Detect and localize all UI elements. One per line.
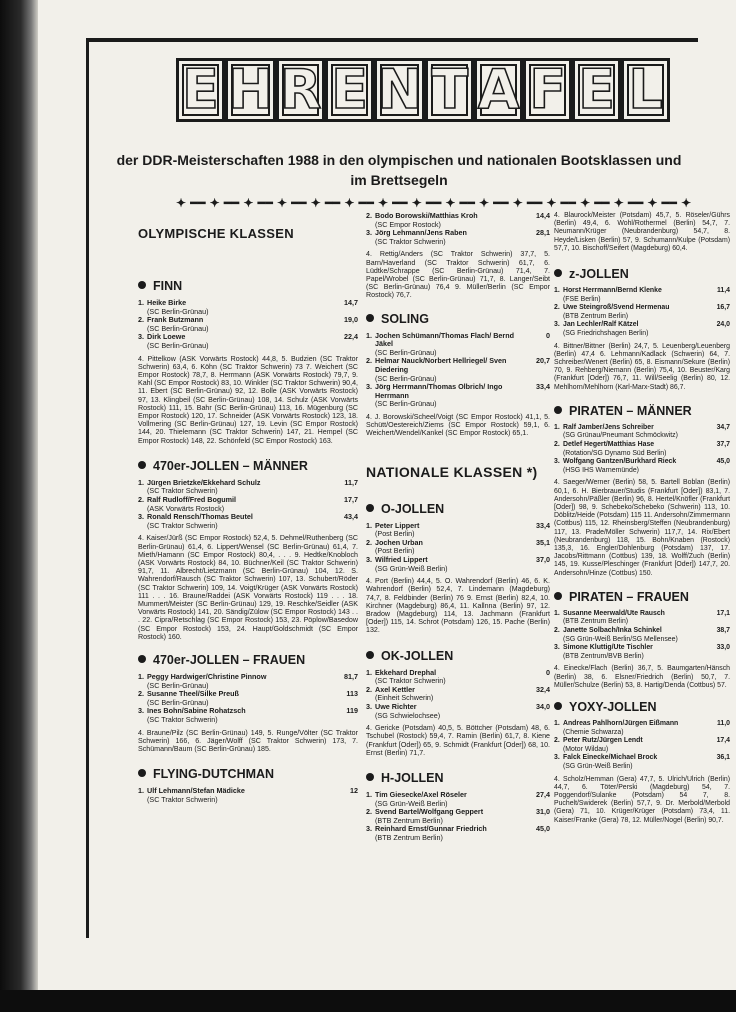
- club-name: (SC Traktor Schwerin): [147, 520, 218, 530]
- club-name: (BTB Zentrum Berlin): [375, 832, 443, 842]
- place-number: 1.: [554, 719, 560, 727]
- sailor-name: Andreas Pahlhorn/Jürgen Eißmann: [563, 719, 679, 727]
- place-number: 1.: [138, 786, 144, 796]
- section-yoxy-jollen: [554, 700, 730, 714]
- list-item: [138, 316, 358, 333]
- club-name: (SG Friedrichshagen Berlin): [563, 329, 649, 337]
- bullet-icon: [554, 406, 562, 414]
- club-name: (SG Grün-Weiß Berlin/SG Mellensee): [563, 635, 678, 643]
- club-name: (SC Empor Rostock): [375, 219, 441, 229]
- sailor-name: Ralf Jamber/Jens Schreiber: [563, 423, 654, 431]
- club-name: (SC Traktor Schwerin): [375, 676, 446, 686]
- place-number: 2.: [138, 689, 144, 699]
- masthead-letter: A: [474, 58, 523, 122]
- masthead-letter: L: [621, 58, 670, 122]
- masthead-ehrentafel: [176, 58, 670, 122]
- list-item: [554, 644, 730, 661]
- place-number: 3.: [138, 706, 144, 716]
- sailor-name: Jochen Urban: [375, 537, 423, 547]
- sailor-name: Susanne Theel/Silke Preuß: [147, 689, 239, 699]
- bullet-icon: [554, 592, 562, 600]
- section-title: 470er-JOLLEN – MÄNNER: [153, 458, 308, 473]
- section-title: PIRATEN – FRAUEN: [569, 589, 689, 604]
- place-number: 1.: [554, 609, 560, 617]
- place-number: 3.: [138, 332, 144, 342]
- masthead-letter: N: [374, 58, 425, 122]
- heading-olympic: OLYMPISCHE KLASSEN: [138, 226, 294, 241]
- column-right: [554, 212, 730, 825]
- sailor-name: Frank Butzmann: [147, 315, 204, 325]
- bullet-icon: [138, 769, 146, 777]
- column-olympic: [138, 212, 358, 804]
- club-name: (BTB Zentrum/BVB Berlin): [563, 652, 644, 660]
- ornament-divider: ✦ ━━ ✦ ━━ ✦ ━━ ✦ ━━ ✦ ━━ ✦ ━━ ✦ ━━ ✦ ━━ ✦ ━━ ✦ ━━ ✦ ━━ ✦ ━━ ✦ ━━ ✦ ━━ ✦ ━━ ✦: [176, 197, 692, 209]
- club-name: (ASK Vorwärts Rostock): [147, 503, 225, 513]
- club-name: (FSE Berlin): [563, 295, 601, 303]
- section-title: PIRATEN – MÄNNER: [569, 403, 692, 418]
- club-name: (HSG IHS Warnemünde): [563, 466, 639, 474]
- bullet-icon: [138, 461, 146, 469]
- bullet-icon: [138, 655, 146, 663]
- club-name: (BTB Zentrum Berlin): [563, 312, 629, 320]
- score: 34,7: [716, 423, 730, 431]
- list-item: [366, 791, 550, 808]
- place-number: 1.: [138, 298, 144, 307]
- score: 11,4: [716, 287, 730, 295]
- section-title: 470er-JOLLEN – FRAUEN: [153, 653, 306, 667]
- score: 33,0: [716, 644, 730, 652]
- sailor-name: Simone Kluttig/Ute Tischler: [563, 644, 653, 652]
- sailor-name: Svend Bartel/Wolfgang Geppert: [375, 807, 484, 817]
- place-number: 2.: [366, 537, 372, 547]
- list-item: [138, 787, 358, 804]
- club-name: (Einheit Schwerin): [375, 693, 434, 703]
- club-name: (SC Berlin-Grünau): [147, 323, 209, 333]
- place-number: 2.: [138, 315, 144, 325]
- sailor-name: Wilfried Lippert: [375, 554, 428, 564]
- sailor-name: Ines Bohn/Sabine Rohatzsch: [147, 706, 246, 716]
- list-item: [138, 707, 358, 724]
- place-number: 3.: [366, 824, 372, 834]
- section-470-women: [138, 653, 358, 667]
- bullet-icon: [554, 269, 562, 277]
- book-spine: [0, 0, 38, 1012]
- bullet-icon: [366, 651, 374, 659]
- results-text: 4. Port (Berlin) 44,4, 5. O. Wahrendorf (Berlin) 46, 6. K. Wahrendorf (Berlin) 52,4, 7. Lindemann (Magdeburg) 74,7, 8. Feldbinder (Berlin) 76 9. Ernst (Berlin) 82,4, 10. Kirchner (Magdeburg) 86,4, 11. Kallnna (Berlin) 97, 12. Bradow (Magdeburg) 114, 13. Jachmann (Frankfurt [Oder]) 115, 14. Schrot (Potsdam) 126, 15. Pache (Berlin) 132.: [366, 577, 550, 635]
- results-text: 4. Scholz/Hemman (Gera) 47,7, 5. Ulrich/Ulrich (Berlin) 44,7, 6. Töter/Perski (Magdeburg) 54, 7. Poggendorf/Sulanke (Potsdam) 54 7, 8. Puchelt/Swiderek (Berlin) 57,7, 9. Dr. Merbold/Merbold (Gera) 71, 10. Krüger/Krüger (Potsdam) 73,4, 11. Kaiser/Franke (Gera) 78, 12. Müller/Nogel (Berlin) 90,7.: [554, 775, 730, 824]
- column-middle: [366, 212, 550, 842]
- score: 14,4: [536, 211, 550, 220]
- score: 28,1: [536, 228, 550, 238]
- left-rule: [86, 38, 89, 938]
- score: 45,0: [536, 824, 550, 834]
- list-item: [138, 690, 358, 707]
- place-number: 1.: [366, 330, 372, 340]
- list-item: [554, 424, 730, 441]
- list-item: [366, 825, 550, 842]
- place-number: 3.: [366, 554, 372, 564]
- club-name: (SG Grünau/Pneumant Schmöckwitz): [563, 432, 678, 440]
- place-number: 3.: [554, 458, 560, 466]
- results-text: 4. Saeger/Werner (Berlin) 58, 5. Bartell Boblan (Berlin) 60,1, 6. H. Bierbrauer/Studis (Frankfurt [Oder]) 83,1, 7. Andersohn/Päßler (Berlin) 96, 8. Hertel/Knöfler (Frankfurt [Oder]) 98, 9. Schebeko/Schebeko (Schwerin) 113, 10. Döblitz/Heide (Potsdam) 115 11. Andersohn/Zimmermann (Cottbus) 115, 12. Rheinsberg/Steffen (Neubrandenburg) 117, 13. Prade/Möller Schwerin) 117,7, 14. Rix/Ebert (Neubrandenburg) 118, 15. Bohn/Knaben (Rostock) 135,3, 16. Engler/Dohlenburg (Potsdam) 137, 17. Jacobs/Rittmann (Cottbus) 139, 18. Wolff/Zuch (Berlin) 145, 19. Kusse/Pleschinger (Frankfurt [Oder]) 147,7, 20. Andersohn/Hinze (Cottbus) 150.: [554, 479, 730, 577]
- list-item: [554, 458, 730, 475]
- list-item: [554, 321, 730, 338]
- score: 38,7: [716, 626, 730, 634]
- score: 43,4: [344, 512, 358, 522]
- masthead-letter: E: [325, 58, 374, 122]
- place-number: 2.: [554, 626, 560, 634]
- club-name: (SC Traktor Schwerin): [147, 714, 218, 724]
- bullet-icon: [366, 504, 374, 512]
- club-name: (SC Berlin-Grünau): [147, 680, 209, 690]
- list-item: [138, 496, 358, 513]
- section-title: H-JOLLEN: [381, 770, 444, 785]
- club-name: (BTB Zentrum Berlin): [375, 815, 443, 825]
- results-text: 4. Blaurock/Meister (Potsdam) 45,7, 5. Röseler/Gührs (Berlin) 49,4, 6. Wohl/Rothermel (Berlin) 54,7, 7. Neumann/Krüger (Neubrandenburg) 54,7, 8. Heyde/Lisken (Berlin) 57, 9. Schumann/Kulpe (Potsdam) 57,7, 10. Bischoff/Seifert (Magdeburg) 60,4.: [554, 212, 730, 252]
- section-flying-dutchman: [138, 767, 358, 781]
- sailor-name: Wolfgang Gantzen/Burkhard Rieck: [563, 458, 677, 466]
- sailor-name: Jan Lechler/Ralf Kätzel: [563, 321, 639, 329]
- results-text: 4. Kaiser/Jürß (SC Empor Rostock) 52,4, 5. Dehmel/Ruthenberg (SC Berlin-Grünau) 61,4, 6. Lippert/Wensel (SC Berlin-Grünau) 61,4, 7. Mieth/Hamann (SC Empor Rostock) 80,4, . . . 9. Hedtke/Knobloch (ASK Vorwärts Rostock) 84, 10. Büchner/Keil (SC Traktor Schwerin) 91,7, 11. Albrecht/Lietzmann (SC Berlin-Grünau) 104, 12. S. Wahrendorf/Rausch (SC Traktor Schwerin) 107, 13. Schubert/Röder (SC Traktor Schwerin) 109, 14. Voigt/Krüger (ASK Vorwärts Rostock) 111 . . . 16. Braune/Raddei (ASK Vorwärts Rostock) 119 . . . 18. Mummert/Meister (SC Berlin-Grünau) 129, 19. Reschke/Seidler (ASK Vorwärts Rostock) 141, 20. Sändig/Zülow (SC Empor Rostock) 143 . . . 22. Cipra/Retschlag (SC Empor Rostock) 153, 23. Pöplow/Basedow (SC Empor Rostock) 153, 24. Haupt/Goldschmidt (SC Empor Rostock) 160.: [138, 534, 358, 641]
- masthead-letter: H: [225, 58, 276, 122]
- score: 36,1: [716, 754, 730, 762]
- results-text: 4. Braune/Pilz (SC Berlin-Grünau) 149, 5. Runge/Völter (SC Traktor Schwerin) 166, 6. Jäger/Wolff (SC Traktor Schwerin) 173, 7. Schümann/Baum (SC Berlin-Grünau) 185.: [138, 728, 358, 753]
- list-item: [554, 441, 730, 458]
- sailor-name: Ronald Rensch/Thomas Beutel: [147, 512, 253, 522]
- sailor-name: Jörg Lehmann/Jens Raben: [375, 228, 467, 238]
- place-number: 2.: [366, 211, 372, 220]
- score: 17,7: [344, 494, 358, 504]
- list-item: [554, 754, 730, 771]
- place-number: 3.: [138, 512, 144, 522]
- club-name: (Post Berlin): [375, 546, 415, 556]
- place-number: 1.: [366, 667, 372, 677]
- list-item: [366, 669, 550, 686]
- score: 34,0: [536, 701, 550, 711]
- list-item: [366, 383, 550, 409]
- section-title: FINN: [153, 279, 183, 293]
- section-o-jollen: [366, 502, 550, 516]
- magazine-page: [38, 0, 736, 990]
- place-number: 1.: [138, 477, 144, 487]
- sailor-name: Jochen Schümann/Thomas Flach/ Bernd Jäkel: [375, 330, 514, 349]
- sailor-name: Uwe Richter: [375, 701, 417, 711]
- score: 19,0: [344, 315, 358, 325]
- sailor-name: Jörg Herrmann/Thomas Olbrich/ Ingo Herrmann: [375, 382, 503, 400]
- list-item: [366, 703, 550, 720]
- score: 119: [346, 706, 358, 716]
- place-number: 2.: [554, 304, 560, 312]
- list-item: [554, 737, 730, 754]
- bullet-icon: [366, 314, 374, 322]
- sailor-name: Axel Kettler: [375, 684, 415, 694]
- club-name: (Post Berlin): [375, 529, 415, 539]
- place-number: 2.: [138, 494, 144, 504]
- club-name: (SC Traktor Schwerin): [375, 236, 446, 246]
- sailor-name: Heike Birke: [147, 298, 187, 307]
- score: 17,4: [716, 737, 730, 745]
- score: 11,0: [716, 719, 730, 727]
- place-number: 1.: [554, 287, 560, 295]
- sailor-name: Dirk Loewe: [147, 332, 186, 342]
- section-soling: [366, 312, 550, 326]
- sailor-name: Ulf Lehmann/Stefan Mädicke: [147, 786, 245, 796]
- section-title: z-JOLLEN: [569, 267, 629, 282]
- list-item: [366, 686, 550, 703]
- club-name: (Chemie Schwarza): [563, 728, 624, 736]
- score: 113: [346, 689, 358, 699]
- results-text: 4. J. Borowski/Scheel/Voigt (SC Empor Rostock) 41,1, 5. Schütt/Oestereich/Ziems (SC Empor Rostock) 59,1, 6. Weichert/Wendel/Kankel (SC Empor Rostock) 65,1.: [366, 412, 550, 438]
- heading-national: NATIONALE KLASSEN *): [366, 463, 538, 480]
- score: 35,1: [536, 537, 550, 547]
- results-text: 4. Einecke/Flach (Berlin) 36,7, 5. Baumgarten/Hänsch (Berlin) 38, 6. Elsner/Friedrich (Berlin) 50,7, 7. Müller/Schulze (Berlin) 53, 8. Hartig/Denda (Cottbus) 57.: [554, 665, 730, 689]
- results-text: 4. Bittner/Bittner (Berlin) 24,7, 5. Leuenberg/Leuenberg (Berlin) 47,4 6. Lehmann/Kadlack (Schwerin) 64, 7. Schreiber/Wenert (Berlin) 65, 8. Eismann/Sekure (Berlin) 70, 9. Rehberg/Niemann (Berlin) 75,4, 10. Beuster/Karg (Frankfurt [Oder]) 76,7, 11. Will/Seelig (Berlin) 80, 12. Mehlhorn/Mehlhorn (Karl-Marx-Stadt) 86,7.: [554, 342, 730, 391]
- club-name: (SC Berlin-Grünau): [147, 306, 209, 316]
- sailor-name: Janette Solbach/Inka Schinkel: [563, 626, 662, 634]
- list-item: [366, 539, 550, 556]
- score: 20,7: [536, 356, 550, 366]
- club-name: (SG Schwielochsee): [375, 710, 441, 720]
- club-name: (SG Grün-Weiß Berlin): [375, 563, 448, 573]
- sailor-name: Peter Rutz/Jürgen Lendt: [563, 737, 643, 745]
- sailor-name: Falck Einecke/Michael Brock: [563, 754, 658, 762]
- section-ok-jollen: [366, 649, 550, 663]
- list-item: [366, 332, 550, 358]
- place-number: 2.: [366, 807, 372, 817]
- section-470-men: [138, 459, 358, 473]
- list-item: [554, 720, 730, 737]
- sailor-name: Peter Lippert: [375, 520, 420, 530]
- scan-edge: [0, 990, 736, 1012]
- results-text: 4. Pittelkow (ASK Vorwärts Rostock) 44,8, 5. Budzien (SC Traktor Schwerin) 63,4, 6. Köhn (SC Traktor Schwerin) 73 7. Weichert (SC Empor Rostock) 78,7, 8. Herrmann (ASK Vorwärts Rostock) 79,7, 9. Kahl (SC Empor Rostock) 83, 10. Winkler (SC Traktor Schwerin) 90,4, 11. Ebert (SC Berlin-Grünau) 92, 12. Bolle (ASK Vorwärts Rostock) 97, 13. Klingbeil (SC Berlin-Grünau) 108, 14. Schulz (ASK Vorwärts Rostock) 111, 15. Bahr (SC Berlin-Grünau) 113, 16. Mügenburg (SC Empor Rostock) 120, 17. Schneider (ASK Vorwärts Rostock) 123, 18. Vollmering (SC Berlin-Grünau) 127, 19. Levin (SC Empor Rostock) 144, 20. Thielemann (SC Traktor Schwerin) 147, 21. Hempel (SC Empor Rostock) 148, 22. Schönfeld (SC Empor Rostock) 163.: [138, 354, 358, 445]
- place-number: 3.: [366, 228, 372, 238]
- section-z-jollen: [554, 267, 730, 281]
- masthead-letter: E: [572, 58, 621, 122]
- club-name: (SC Berlin-Grünau): [375, 399, 437, 409]
- masthead-letter: T: [425, 58, 474, 122]
- list-item: [138, 673, 358, 690]
- masthead-letter: E: [176, 58, 225, 122]
- sailor-name: Uwe Steingroß/Svend Hermenau: [563, 304, 670, 312]
- club-name: (SC Traktor Schwerin): [147, 794, 218, 804]
- top-rule: [86, 38, 698, 42]
- score: 0: [546, 667, 550, 677]
- sailor-name: Tim Giesecke/Axel Röseler: [375, 789, 467, 799]
- score: 11,7: [344, 477, 358, 487]
- score: 37,7: [716, 440, 730, 448]
- sailor-name: Bodo Borowski/Matthias Kroh: [375, 211, 478, 220]
- score: 33,4: [536, 520, 550, 530]
- place-number: 3.: [554, 321, 560, 329]
- place-number: 1.: [554, 423, 560, 431]
- sailor-name: Reinhard Ernst/Gunnar Friedrich: [375, 824, 487, 834]
- list-item: [138, 333, 358, 350]
- place-number: 3.: [366, 382, 372, 392]
- list-item: [554, 304, 730, 321]
- club-name: (SC Berlin-Grünau): [375, 373, 437, 383]
- score: 27,4: [536, 789, 550, 799]
- section-piraten-frauen: [554, 590, 730, 604]
- subtitle-line-2: im Brettsegeln: [350, 172, 448, 188]
- score: 37,0: [536, 554, 550, 564]
- club-name: (Motor Wildau): [563, 745, 609, 753]
- sailor-name: Ekkehard Drephal: [375, 667, 437, 677]
- score: 0: [546, 330, 550, 340]
- score: 31,0: [536, 807, 550, 817]
- sailor-name: Ralf Rudloff/Fred Bogumil: [147, 494, 237, 504]
- club-name: (BTB Zentrum Berlin): [563, 618, 629, 626]
- list-item: [366, 522, 550, 539]
- club-name: (SG Grün-Weiß Berlin): [375, 798, 448, 808]
- score: 17,1: [716, 609, 730, 617]
- score: 22,4: [344, 332, 358, 342]
- score: 16,7: [716, 304, 730, 312]
- score: 32,4: [536, 684, 550, 694]
- bullet-icon: [138, 281, 146, 289]
- section-title: O-JOLLEN: [381, 501, 445, 516]
- bullet-icon: [554, 702, 562, 710]
- section-finn: [138, 279, 358, 293]
- score: 14,7: [344, 298, 358, 307]
- list-item: [366, 229, 550, 246]
- masthead-letter: F: [523, 58, 572, 122]
- club-name: (SC Traktor Schwerin): [147, 486, 218, 496]
- club-name: (SC Berlin-Grünau): [375, 347, 437, 357]
- list-item: [138, 299, 358, 316]
- score: 33,4: [536, 382, 550, 392]
- sailor-name: Helmar Nauck/Norbert Hellriegel/ Sven Diedering: [375, 356, 507, 374]
- section-title: YOXY-JOLLEN: [569, 699, 657, 714]
- sailor-name: Detlef Hegert/Matthias Hase: [563, 440, 655, 448]
- list-item: [554, 610, 730, 627]
- list-item: [138, 479, 358, 496]
- score: 12: [350, 786, 358, 796]
- place-number: 1.: [366, 789, 372, 799]
- place-number: 2.: [554, 737, 560, 745]
- section-h-jollen: [366, 771, 550, 785]
- score: 24,0: [716, 321, 730, 329]
- subtitle: [100, 150, 698, 190]
- sailor-name: Jürgen Brietzke/Ekkehard Schulz: [147, 477, 261, 487]
- bullet-icon: [366, 773, 374, 781]
- sailor-name: Susanne Meerwald/Ute Rausch: [563, 609, 665, 617]
- sailor-name: Peggy Hardwiger/Christine Pinnow: [147, 672, 267, 681]
- list-item: [366, 556, 550, 573]
- section-title: FLYING-DUTCHMAN: [153, 767, 275, 782]
- masthead-letter: R: [276, 58, 325, 122]
- list-item: [554, 287, 730, 304]
- club-name: (Rotation/SG Dynamo Süd Berlin): [563, 449, 667, 457]
- results-text: 4. Rettig/Anders (SC Traktor Schwerin) 37,7, 5. Barn/Haverland (SC Traktor Schwerin) 61,7, 6. Lüdtke/Schrappe (SC Berlin-Grünau) 71,4, 7. Papel/Wrobel (SC Berlin-Grünau) 71,7, 8. Langer/Seibt (SC Berlin-Grünau) 76,4 9. Müller/Berlin (SC Empor Rostock) 76,7.: [366, 250, 550, 300]
- score: 45,0: [716, 458, 730, 466]
- subtitle-line-1: der DDR-Meisterschaften 1988 in den olympischen und nationalen Bootsklassen und: [116, 152, 682, 168]
- section-piraten-maenner: [554, 404, 730, 418]
- place-number: 3.: [366, 701, 372, 711]
- club-name: (SC Berlin-Grünau): [147, 340, 209, 350]
- list-item: [366, 212, 550, 229]
- sailor-name: Horst Herrmann/Bernd Klenke: [563, 287, 662, 295]
- place-number: 1.: [138, 672, 144, 681]
- results-text: 4. Gericke (Potsdam) 40,5, 5. Böttcher (Potsdam) 48, 6. Tschubel (Rostock) 59,4, 7. Ramin (Berlin) 61,7, 8. Kiene (Frankfurt [Oder]) 65, 9. Schmidt (Frankfurt [Oder]) 68, 10. Ernst (Berlin) 71,7.: [366, 724, 550, 757]
- list-item: [138, 513, 358, 530]
- score: 81,7: [344, 672, 358, 681]
- place-number: 3.: [554, 644, 560, 652]
- section-title: SOLING: [381, 311, 429, 326]
- club-name: (SC Berlin-Grünau): [147, 697, 209, 707]
- list-item: [366, 357, 550, 383]
- section-title: OK-JOLLEN: [381, 648, 454, 663]
- list-item: [366, 808, 550, 825]
- place-number: 2.: [366, 684, 372, 694]
- place-number: 3.: [554, 754, 560, 762]
- place-number: 2.: [554, 440, 560, 448]
- place-number: 1.: [366, 520, 372, 530]
- club-name: (SG Grün-Weiß Berlin): [563, 762, 633, 770]
- list-item: [554, 627, 730, 644]
- place-number: 2.: [366, 356, 372, 366]
